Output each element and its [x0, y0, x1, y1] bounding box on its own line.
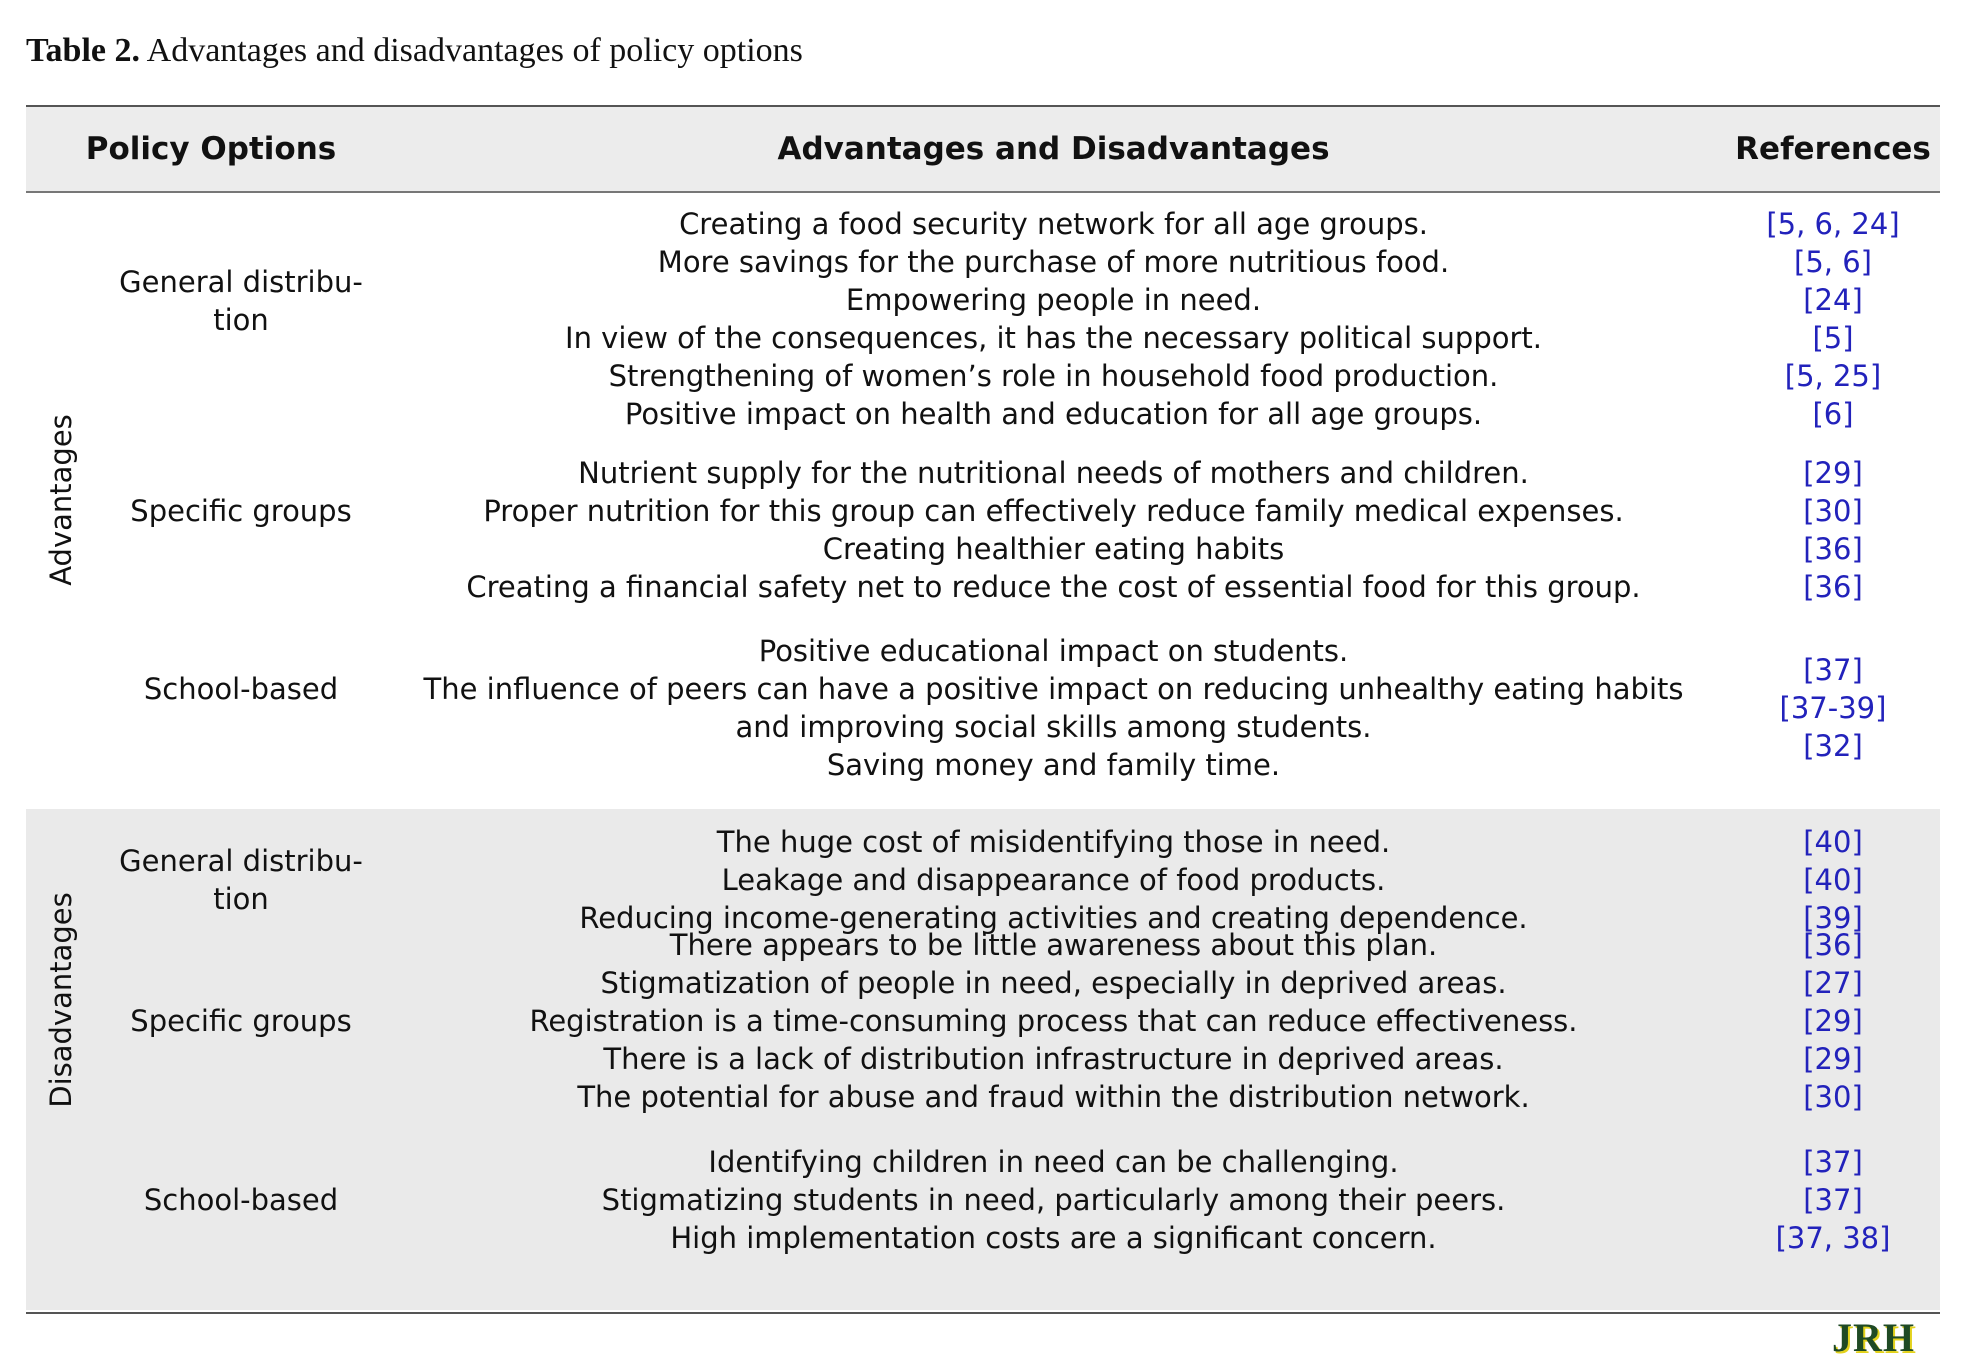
- reference-link[interactable]: [27]: [1803, 966, 1863, 1000]
- advantages-section: [26, 193, 1940, 809]
- option-specific-groups: Specific groups: [130, 494, 352, 528]
- list-item: There is a lack of distribution infrastructure in deprived areas.: [603, 1042, 1504, 1076]
- specific-groups-refs: [1726, 454, 1940, 606]
- list-item: Proper nutrition for this group can effectively reduce family medical expenses.: [483, 494, 1624, 528]
- list-item: There appears to be little awareness about this plan.: [669, 928, 1438, 962]
- reference-link[interactable]: [36]: [1803, 532, 1863, 566]
- disadvantages-section: [26, 809, 1940, 1310]
- reference-link[interactable]: [32]: [1803, 729, 1863, 763]
- reference-link[interactable]: [37, 38]: [1775, 1221, 1891, 1255]
- reference-link[interactable]: [5]: [1812, 321, 1854, 355]
- reference-link[interactable]: [30]: [1803, 1080, 1863, 1114]
- reference-link[interactable]: [6]: [1812, 397, 1854, 431]
- reference-link[interactable]: [37]: [1803, 1183, 1863, 1217]
- list-item: Saving money and family time.: [826, 748, 1281, 782]
- reference-link[interactable]: [36]: [1803, 570, 1863, 604]
- list-item: High implementation costs are a significant concern.: [670, 1221, 1437, 1255]
- list-item: The potential for abuse and fraud within the distribution network.: [577, 1080, 1530, 1114]
- list-item: Creating healthier eating habits: [822, 532, 1285, 566]
- list-item: Nutrient supply for the nutritional needs of mothers and children.: [578, 456, 1529, 490]
- option-general-distribution: General distribu- tion: [119, 844, 363, 916]
- reference-link[interactable]: [29]: [1803, 1004, 1863, 1038]
- list-item: Leakage and disappearance of food products.: [721, 863, 1386, 897]
- advantages-side-label: Advantages: [44, 414, 78, 586]
- general-distribution-items: [376, 823, 1731, 937]
- general-distribution-refs: [1726, 205, 1940, 433]
- list-item: Strengthening of women’s role in household food production.: [608, 359, 1499, 393]
- list-item: Creating a financial safety net to reduce the cost of essential food for this group.: [466, 570, 1641, 604]
- list-item: In view of the consequences, it has the necessary political support.: [565, 321, 1542, 355]
- general-distribution-refs: [1726, 823, 1940, 937]
- list-item: Positive educational impact on students.: [758, 634, 1349, 668]
- reference-link[interactable]: [24]: [1803, 283, 1863, 317]
- list-item: and improving social skills among students.: [735, 710, 1372, 744]
- caption-label: Table 2.: [26, 32, 141, 69]
- school-based-items: [376, 632, 1731, 784]
- reference-link[interactable]: [40]: [1803, 825, 1863, 859]
- disadvantages-side-label: Disadvantages: [44, 892, 78, 1108]
- school-based-refs: [1726, 1143, 1940, 1257]
- reference-link[interactable]: [5, 25]: [1784, 359, 1882, 393]
- caption-text: Advantages and disadvantages of policy options: [146, 32, 803, 69]
- list-item: Identifying children in need can be challenging.: [708, 1145, 1399, 1179]
- policy-options-table: [26, 105, 1940, 1314]
- header-references: References: [1735, 131, 1931, 167]
- specific-groups-refs: [1726, 926, 1940, 1116]
- journal-logo: JRH: [1832, 1315, 1915, 1360]
- reference-link[interactable]: [5, 6]: [1794, 245, 1872, 279]
- reference-link[interactable]: [30]: [1803, 494, 1863, 528]
- list-item: Positive impact on health and education for all age groups.: [624, 397, 1483, 431]
- table-header-row: [26, 107, 1940, 193]
- header-policy-options: Policy Options: [85, 131, 337, 167]
- list-item: The huge cost of misidentifying those in need.: [716, 825, 1391, 859]
- list-item: Creating a food security network for all age groups.: [679, 207, 1428, 241]
- table-caption: [26, 26, 803, 76]
- option-specific-groups: Specific groups: [130, 1004, 352, 1038]
- specific-groups-items: [376, 454, 1731, 606]
- option-general-distribution: General distribu- tion: [119, 265, 363, 337]
- reference-link[interactable]: [36]: [1803, 928, 1863, 962]
- list-item: Stigmatizing students in need, particularly among their peers.: [601, 1183, 1506, 1217]
- list-item: The influence of peers can have a positive impact on reducing unhealthy eating habits: [423, 672, 1684, 706]
- reference-link[interactable]: [5, 6, 24]: [1766, 207, 1900, 241]
- reference-link[interactable]: [29]: [1803, 456, 1863, 490]
- option-school-based: School-based: [143, 672, 339, 706]
- list-item: More savings for the purchase of more nutritious food.: [657, 245, 1450, 279]
- option-school-based: School-based: [143, 1183, 339, 1217]
- list-item: Reducing income-generating activities and creating dependence.: [579, 901, 1528, 935]
- header-advantages-disadvantages: Advantages and Disadvantages: [777, 131, 1330, 167]
- reference-link[interactable]: [37]: [1803, 653, 1863, 687]
- school-based-refs: [1726, 651, 1940, 765]
- school-based-items: [376, 1143, 1731, 1257]
- reference-link[interactable]: [40]: [1803, 863, 1863, 897]
- list-item: Stigmatization of people in need, especially in deprived areas.: [600, 966, 1507, 1000]
- general-distribution-items: [376, 205, 1731, 433]
- list-item: Registration is a time-consuming process that can reduce effectiveness.: [529, 1004, 1578, 1038]
- list-item: Empowering people in need.: [845, 283, 1262, 317]
- specific-groups-items: [376, 926, 1731, 1116]
- reference-link[interactable]: [39]: [1803, 901, 1863, 935]
- reference-link[interactable]: [29]: [1803, 1042, 1863, 1076]
- reference-link[interactable]: [37]: [1803, 1145, 1863, 1179]
- reference-link[interactable]: [37-39]: [1779, 691, 1887, 725]
